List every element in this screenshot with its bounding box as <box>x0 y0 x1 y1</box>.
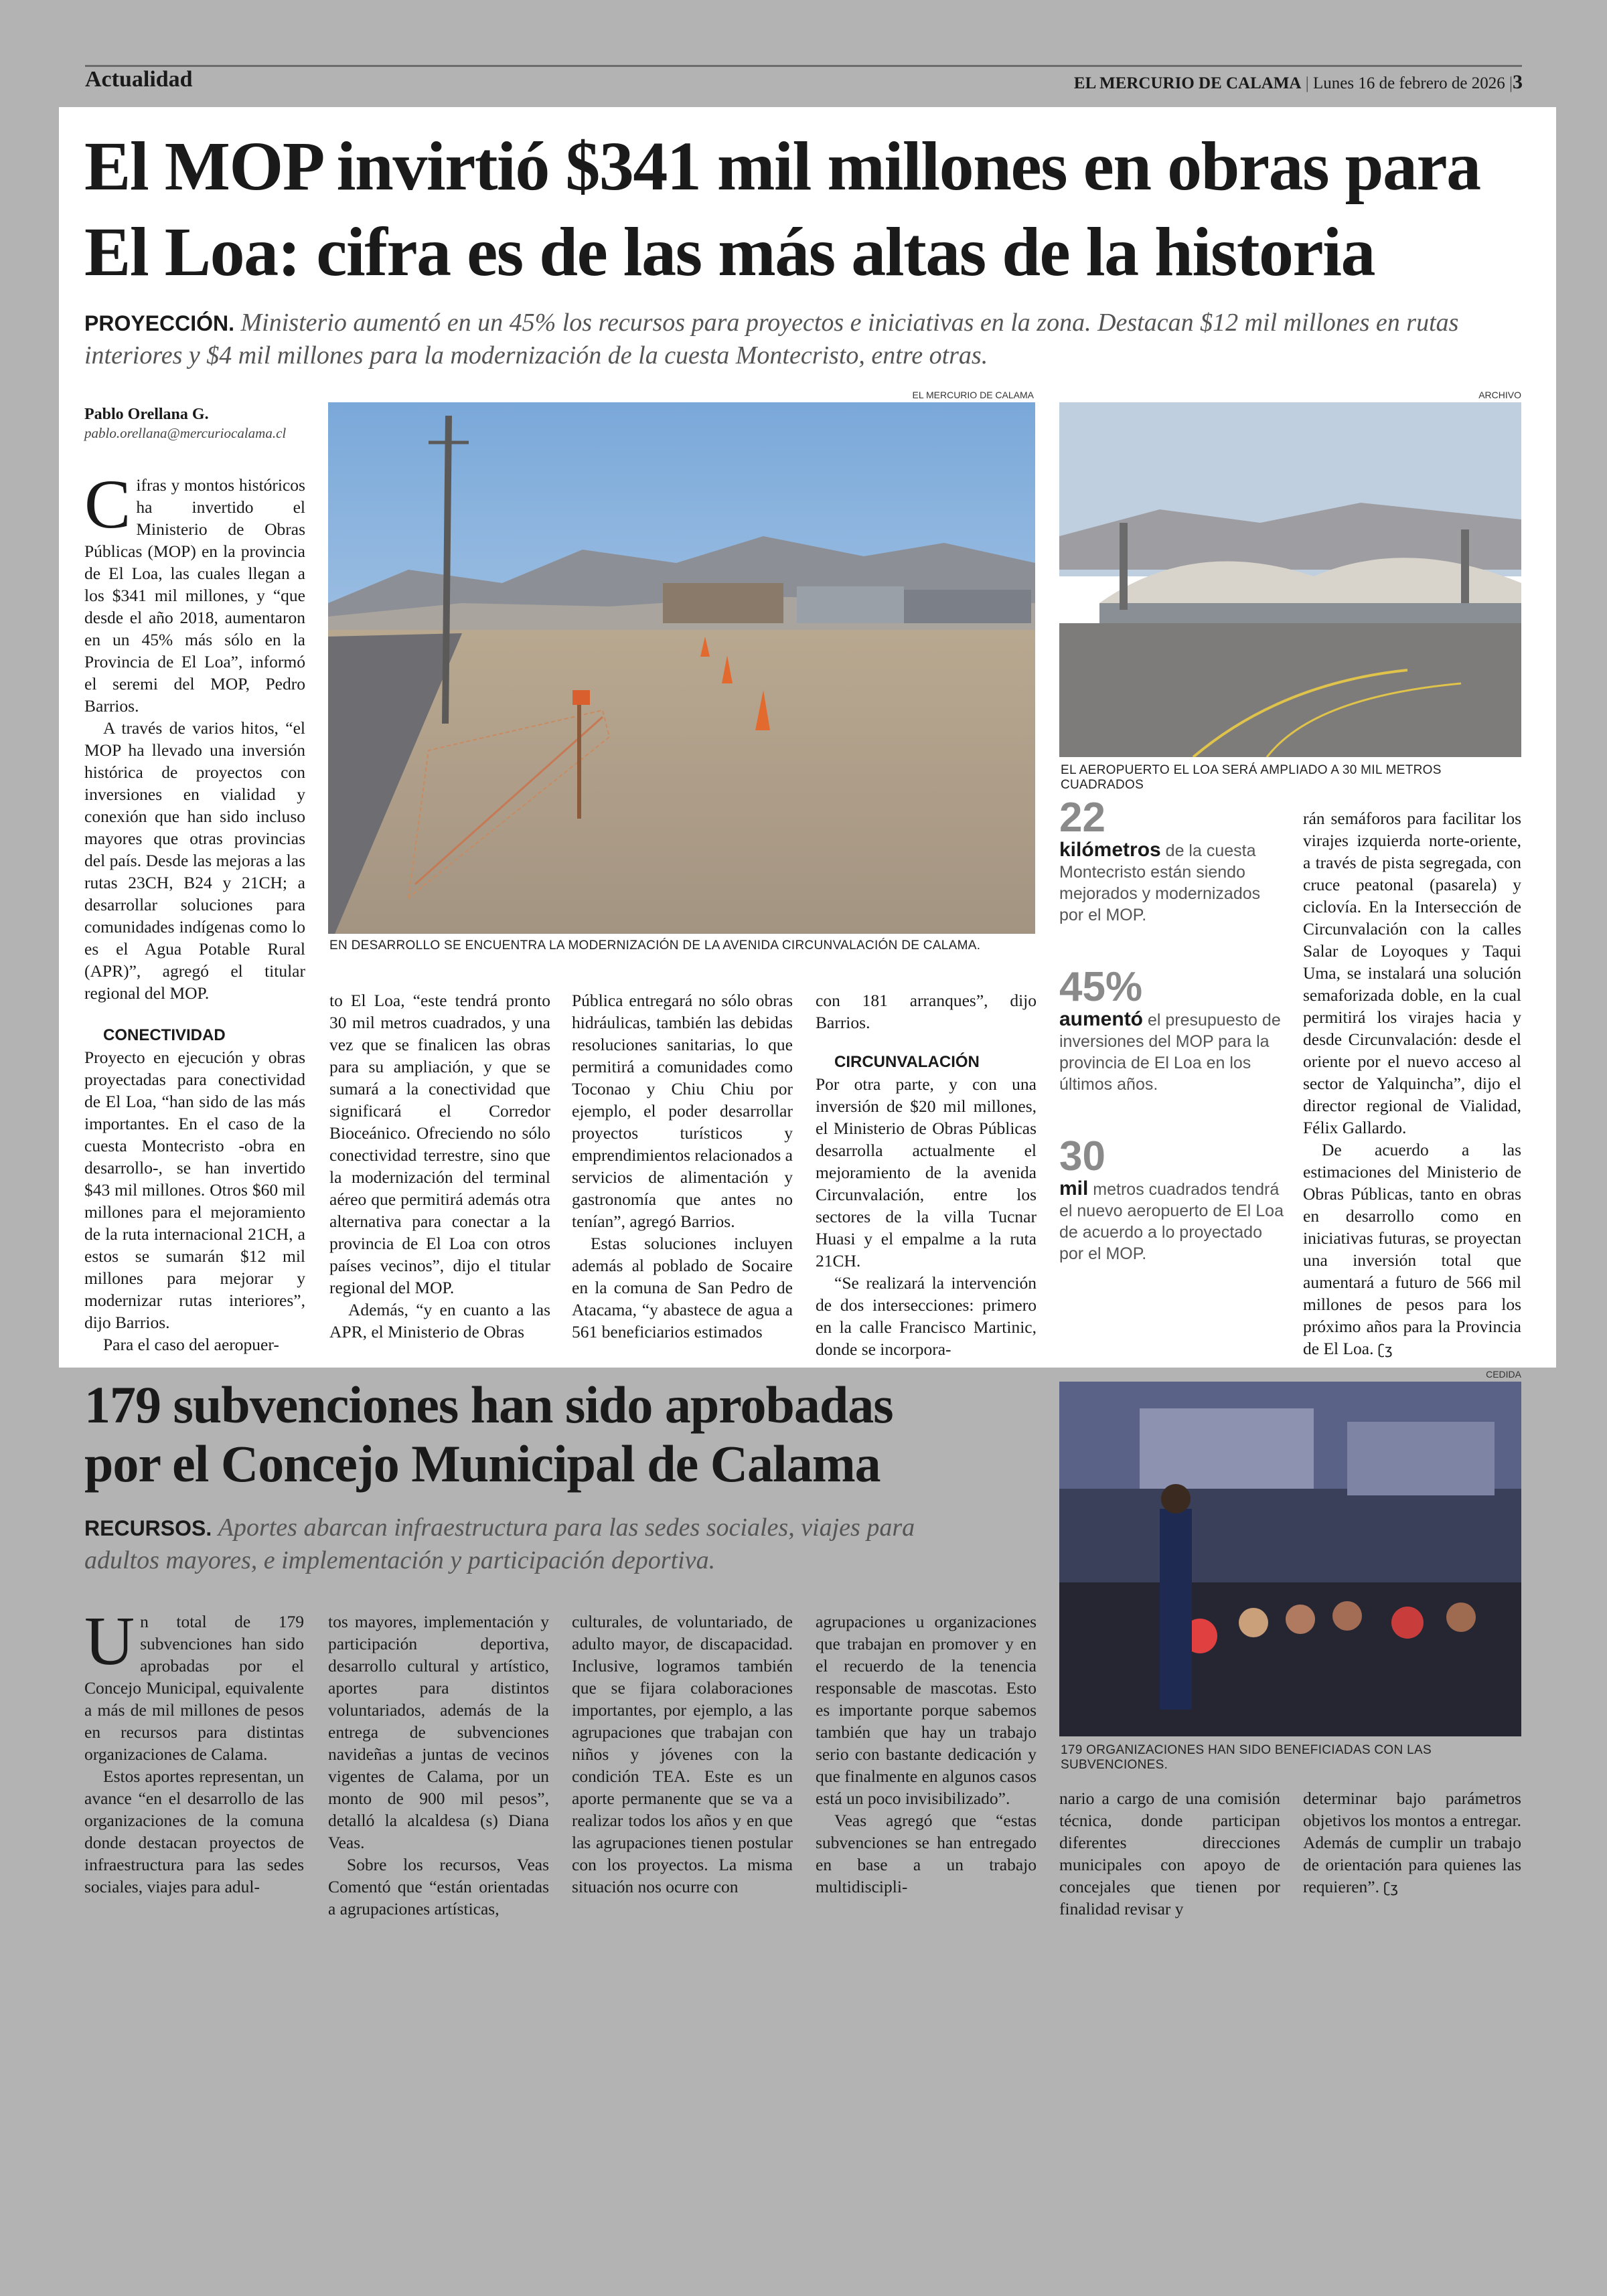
end-mark: ʗʒ <box>1377 1341 1393 1358</box>
paragraph: “Se realizará la intervención de dos intersecciones: primero en la calle Francisco Martinic, donde se incorpora- <box>816 1273 1037 1359</box>
kicker: RECURSOS. <box>84 1516 212 1540</box>
paragraph: rán semáforos para facilitar los virajes izquierda norte-oriente, a través de pista segregada, con cruce peatonal (pasarela) y ciclovía. En la Intersección de Circunvalación con la calles Salar de Loyoques y Taqui Uma, se instalará una solución semaforizada doble, en la cual permitirá los virajes hacia y desde Circunvalación: desde el oriente por el nuevo acceso al sector de Yalquincha”, dijo el director regional de Vialidad, Félix Gallardo. <box>1303 809 1521 1137</box>
paragraph: tos mayores, implementación y participación deportiva, desarrollo cultural y artístico, aportes para distintos voluntariados, además de la entrega de subvenciones navideñas a juntas de vecinos vigentes de Calama, por un monto de 900 mil pesos”, detalló la alcaldesa (s) Diana Veas. <box>328 1612 549 1852</box>
article-1-col-6 <box>1303 807 1521 1361</box>
subheading-circunvalacion: CIRCUNVALACIÓN <box>834 1053 980 1071</box>
stat-text: de la cuesta Montecristo están siendo mejorados y modernizados por el MOP. <box>1059 841 1261 924</box>
drop-cap: C <box>84 466 131 543</box>
stat-number: 45% <box>1059 964 1143 1010</box>
section-label: Actualidad <box>85 67 193 92</box>
article-1-col-2 <box>329 989 550 1343</box>
stat-item <box>1059 1135 1287 1264</box>
end-mark: ʗʒ <box>1383 1880 1399 1896</box>
stat-keyword: aumentó <box>1059 1008 1144 1030</box>
drop-cap: U <box>84 1603 135 1679</box>
article-2-deck <box>84 1511 1049 1576</box>
paragraph: agrupaciones u organizaciones que trabajan en promover y en el recuerdo de la tenencia responsable de mascotas. Esto es importante porque sabemos también que hay un trabajo serio con bastante dedicación y que finalmente en algunos casos está un poco invisibilizado”. <box>816 1612 1037 1808</box>
issue-date: Lunes 16 de febrero de 2026 <box>1313 74 1505 92</box>
page-number: 3 <box>1513 71 1523 93</box>
byline <box>84 406 305 442</box>
photo-credit-1: EL MERCURIO DE CALAMA <box>912 390 1034 400</box>
paragraph: Pública entregará no sólo obras hidráulicas, también las debidas resoluciones sanitarias, lo que permitirá a comunidades como Toconao y Chiu Chiu por ejemplo, el poder desarrollar proyectos turísticos y emprendimientos relacionados a servicios de alimentación y gastronomía que antes no tenían”, agregó Barrios. <box>572 991 793 1231</box>
article-2-col-4 <box>816 1611 1037 1898</box>
article-2-col-1 <box>84 1603 304 1898</box>
deck-text: adultos mayores, e implementación y participación deportiva. <box>84 1546 716 1574</box>
paragraph: Además, “y en cuanto a las APR, el Ministerio de Obras <box>329 1300 550 1341</box>
paragraph: Por otra parte, y con una inversión de $20 mil millones, el Ministerio de Obras Públicas desarrolla actualmente el mejoramiento de la avenida Circunvalación, entre los sectores de la villa Tucnar Huasi y el empalme a la ruta 21CH. <box>816 1074 1037 1270</box>
photo-credit-3: CEDIDA <box>1486 1369 1521 1380</box>
subheading-conectividad: CONECTIVIDAD <box>103 1026 226 1044</box>
header-rule <box>85 65 1522 67</box>
paper-name: EL MERCURIO DE CALAMA <box>1073 74 1302 92</box>
article-2-col-3 <box>572 1611 793 1898</box>
stat-text: metros cuadrados tendrá el nuevo aeropuerto de El Loa de acuerdo a lo proyectado por el MOP. <box>1059 1180 1284 1263</box>
paragraph: A través de varios hitos, “el MOP ha llevado una inversión histórica de proyectos con inversiones en vialidad y conexión que han sido incluso mayores que otras provincias del país. Desde las mejoras a las rutas 23CH, B24 y 21CH; a desarrollar soluciones para comunidades indígenas como lo es el Agua Potable Rural (APR)”, agregó el titular regional del MOP. <box>84 718 305 1003</box>
stats-column <box>1059 797 1287 1264</box>
paragraph: Para el caso del aeropuer- <box>103 1335 279 1354</box>
article-1-col-1 <box>84 466 305 1356</box>
headline-line-2: El Loa: cifra es de las más altas de la historia <box>84 214 1375 291</box>
headline-line-1: 179 subvenciones han sido aprobadas <box>84 1376 893 1434</box>
stat-item <box>1059 966 1287 1095</box>
photo-caption-2: EL AEROPUERTO EL LOA SERÁ AMPLIADO A 30 MIL METROS CUADRADOS <box>1061 763 1442 792</box>
photo-caption-3: 179 ORGANIZACIONES HAN SIDO BENEFICIADAS CON LAS SUBVENCIONES. <box>1061 1743 1432 1772</box>
paragraph: Sobre los recursos, Veas Comentó que “están orientadas a agrupaciones artísticas, <box>328 1855 549 1918</box>
paragraph: Veas agregó que “estas subvenciones se han entregado en base a un trabajo multidiscipli- <box>816 1811 1037 1896</box>
paragraph: De acuerdo a las estimaciones del Ministerio de Obras Públicas, tanto en obras en desarrollo como en iniciativas futuras, se proyectan una inversión total que aumentará a futuro de 566 mil millones de pesos para los próximo años para la Provincia de El Loa. <box>1303 1140 1521 1358</box>
photo-caption-1: EN DESARROLLO SE ENCUENTRA LA MODERNIZACIÓN DE LA AVENIDA CIRCUNVALACIÓN DE CALAMA. <box>329 938 981 953</box>
deck-text: Aportes abarcan infraestructura para las sedes sociales, viajes para <box>218 1513 915 1542</box>
paragraph: nario a cargo de una comisión técnica, donde participan diferentes direcciones municipales con apoyo de concejales que tienen por finalidad revisar y <box>1059 1789 1280 1918</box>
paragraph: culturales, de voluntariado, de adulto mayor, de discapacidad. Inclusive, logramos también que se fijara colaboraciones importantes, por ejemplo, a las agrupaciones que trabajan con niños y jóvenes con la condición TEA. Este es un aporte permanente que se va a realizar todos los años y en que las agrupaciones tienen postular con los proyectos. La misma situación nos ocurre con <box>572 1612 793 1896</box>
kicker: PROYECCIÓN. <box>84 311 235 335</box>
paragraph: ifras y montos históricos ha invertido el Ministerio de Obras Públicas (MOP) en la provincia de El Loa, las cuales llegan a los $341 mil millones, y “que desde el año 2018, aumentaron en un 45% más sólo en la Provincia de El Loa”, informó el seremi del MOP, Pedro Barrios. <box>84 475 305 716</box>
paragraph: Estos aportes representan, un avance “en el desarrollo de las organizaciones de la comuna donde destacan proyectos de infraestructura para las sedes sociales, viajes para adul- <box>84 1767 304 1896</box>
photo-credit-2: ARCHIVO <box>1478 390 1521 400</box>
stat-text: el presupuesto de inversiones del MOP para la provincia de El Loa en los últimos años. <box>1059 1011 1281 1094</box>
meeting-photo <box>1059 1382 1521 1736</box>
article-2-headline <box>84 1376 1035 1493</box>
paragraph: n total de 179 subvenciones han sido aprobadas por el Concejo Municipal, equivalente a más de mil millones de pesos en recursos para distintas organizaciones de Calama. <box>84 1612 304 1764</box>
stat-number: 30 <box>1059 1133 1105 1179</box>
masthead-line: EL MERCURIO DE CALAMA | Lunes 16 de febrero de 2026 |3 <box>1073 71 1523 93</box>
article-2-col-2 <box>328 1611 549 1920</box>
author-name: Pablo Orellana G. <box>84 406 209 423</box>
stat-keyword: kilómetros <box>1059 839 1161 861</box>
stat-keyword: mil <box>1059 1177 1089 1200</box>
deck-text: Ministerio aumentó en un 45% los recursos para proyectos e iniciativas en la zona. Destacan $12 mil millones en rutas interiores y $4 mil millones para la modernización de la cuesta Montecristo, entre otras. <box>84 309 1459 370</box>
headline-line-1: El MOP invirtió $341 mil millones en obras para <box>84 128 1480 205</box>
paragraph: Proyecto en ejecución y obras proyectadas para conectividad de El Loa, “han sido de las más importantes. En el caso de la cuesta Montecristo -obra en desarrollo-, se han invertido $43 mil millones. Otros $60 mil millones para el mejoramiento de la ruta internacional 21CH, a estos se sumarán $12 mil millones para mejorar y modernizar rutas interiores”, dijo Barrios. <box>84 1048 305 1332</box>
article-2-col-6 <box>1303 1787 1521 1899</box>
article-2-col-5 <box>1059 1787 1280 1920</box>
stat-number: 22 <box>1059 795 1105 841</box>
article-1-deck <box>84 307 1524 372</box>
headline-line-2: por el Concejo Municipal de Calama <box>84 1434 881 1493</box>
stat-item <box>1059 797 1287 926</box>
airport-photo <box>1059 402 1521 757</box>
paragraph: con 181 arranques”, dijo Barrios. <box>816 991 1037 1032</box>
author-email: pablo.orellana@mercuriocalama.cl <box>84 425 287 441</box>
paragraph: determinar bajo parámetros objetivos los montos a entregar. Además de cumplir un trabajo de orientación para quienes las requieren”. <box>1303 1789 1521 1896</box>
paragraph: Estas soluciones incluyen además al poblado de Socaire en la comuna de San Pedro de Atacama, “y abastece de agua a 561 beneficiarios estimados <box>572 1234 793 1341</box>
article-1-col-3 <box>572 989 793 1343</box>
article-1-col-4 <box>816 989 1037 1360</box>
article-1-headline <box>84 124 1531 295</box>
road-photo <box>328 402 1035 934</box>
paragraph: to El Loa, “este tendrá pronto 30 mil metros cuadrados, y una vez que se finalicen las obras para su ampliación, y que se sumará a la conectividad que significará el Corredor Bioceánico. Ofreciendo no sólo conectividad terrestre, sino que la modernización del terminal aéreo que permitirá además otra alternativa para conectar a la provincia de El Loa con otros países vecinos”, dijo el titular regional del MOP. <box>329 991 550 1297</box>
